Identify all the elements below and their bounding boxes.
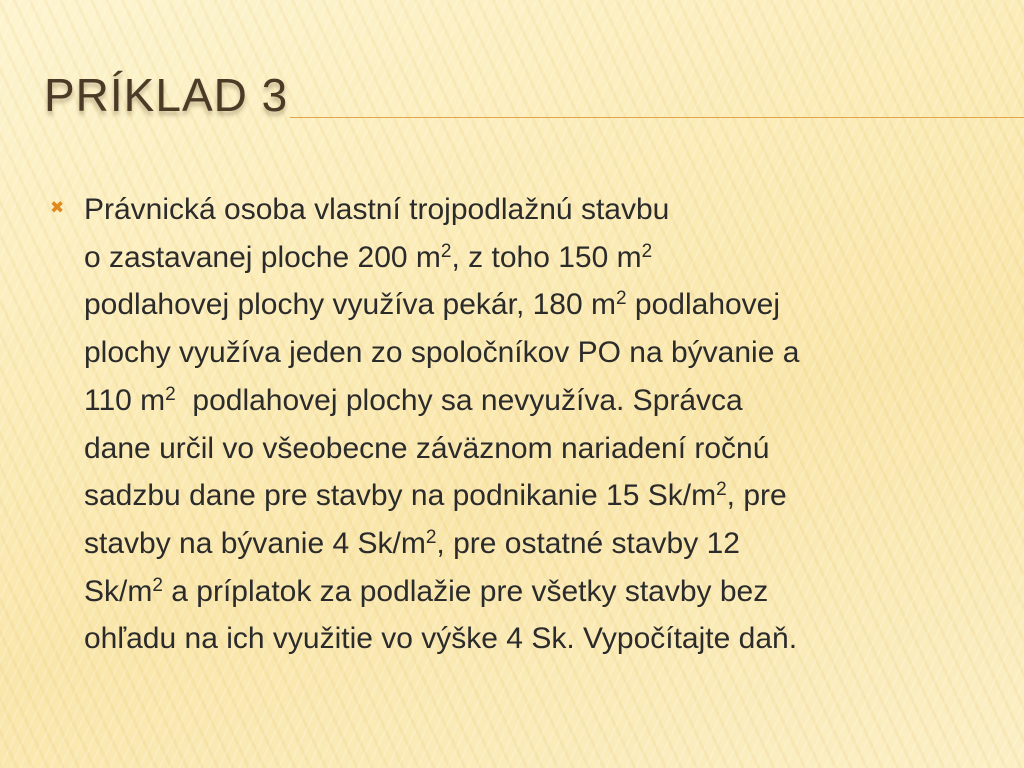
superscript: 2 <box>616 288 627 310</box>
slide-content <box>48 186 998 663</box>
superscript: 2 <box>152 574 163 596</box>
superscript: 2 <box>440 240 452 262</box>
x-mark-bullet-icon: ✖ <box>50 198 65 217</box>
text-line: $Sk/m^2$ a príplatok za podlažie pre všetky stavby bez <box>84 574 769 608</box>
superscript: 2 <box>641 240 653 262</box>
text-line: Právnická osoba vlastní trojpodlažnú stavbu <box>84 193 670 226</box>
text-line: 110 $m^2$ podlahovej plochy sa nevyužíva. Správca <box>84 383 743 417</box>
superscript: 2 <box>716 479 727 501</box>
text-line: podlahovej plochy využíva pekár, 180 $m^2$ podlahovej <box>84 288 781 322</box>
slide-title: PRÍKLAD 3 <box>44 69 289 121</box>
bullet-item <box>48 186 998 663</box>
title-rule <box>290 117 1024 118</box>
text-line: o zastavanej ploche 200 $m^2$, z toho 150 $m^2$ <box>84 240 653 274</box>
text-line: sadzbu dane pre stavby na podnikanie 15 $Sk/m^2$, pre <box>84 479 787 513</box>
text-line: stavby na bývanie 4 $Sk/m^2$, pre ostatné stavby 12 <box>84 526 740 560</box>
superscript: 2 <box>165 383 176 405</box>
superscript: 2 <box>425 526 437 548</box>
bullet-text <box>84 186 998 663</box>
text-line: dane určil vo všeobecne záväznom nariadení ročnú <box>84 431 770 465</box>
text-line: ohľadu na ich využitie vo výške 4 Sk. Vypočítajte daň. <box>84 622 798 656</box>
text-line: plochy využíva jeden zo spoločníkov PO na bývanie a <box>84 336 800 370</box>
